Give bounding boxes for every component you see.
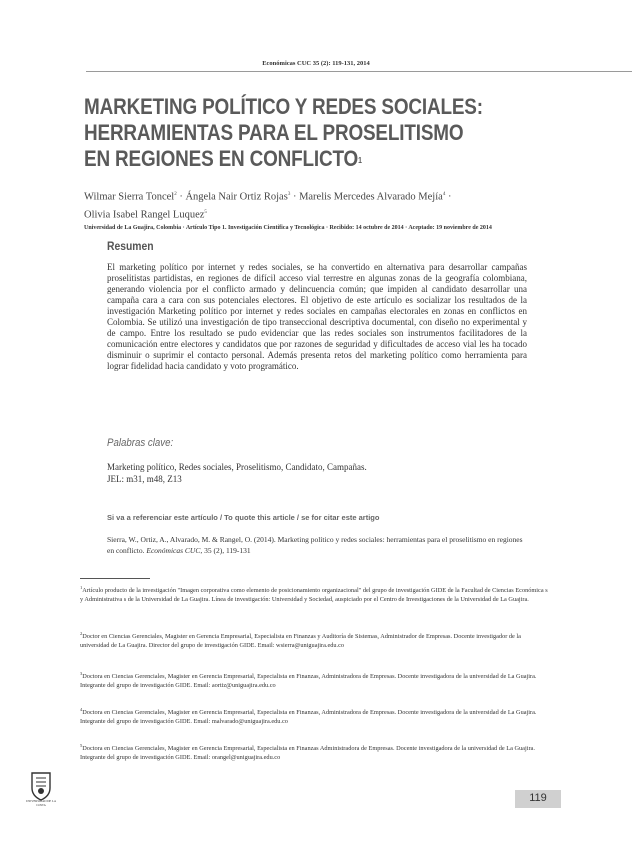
footnote-mark: 5: [80, 743, 83, 748]
citation-main: Sierra, W., Ortiz, A., Alvarado, M. & Rangel, O. (2014). Marketing político y redes sociales: herramientas para el proselitismo en regiones en conflicto.: [107, 535, 523, 555]
footnote-mark: 4: [80, 707, 83, 712]
title-line-2: HERRAMIENTAS PARA EL PROSELITISMO: [84, 120, 464, 145]
abstract-heading: Resumen: [107, 241, 154, 253]
author-footnote-mark: 5: [204, 209, 207, 215]
title-line-3: [84, 146, 531, 172]
article-title: [84, 94, 531, 172]
footnote-mark: 2: [80, 631, 83, 636]
citation-text: [107, 534, 527, 556]
author-name: Ángela Nair Ortiz Rojas: [185, 191, 288, 203]
title-line-1: MARKETING POLÍTICO Y REDES SOCIALES:: [84, 94, 483, 119]
affiliation-line: Universidad de La Guajira, Colombia · Artículo Tipo 1. Investigación Científica y Tecnológica · Recibido: 14 octubre de 2014 · Aceptado: 19 noviembre de 2014: [84, 225, 492, 231]
abstract-text: El marketing político por internet y redes sociales, se ha convertido en alternativa para desarrollar campañas proselitistas partidistas, en regiones de difícil acceso vial terrestre en algunas zonas de la geografía colombiana, generando violencia por el conflicto armado y delincuencia común; que impiden al candidato desarrollar una campaña cara a cara con sus potenciales electores. El objetivo de este artículo es socializar los resultados de la investigación Marketing político por internet y redes sociales en campañas electorales en zonas en conflictos en Colombia. Se utilizó una investigación de tipo transeccional descriptiva documental, con diseño no experimental y de campo. Entre los resultado se pudo evidenciar que las redes sociales son instrumentos facilitadores de la comunicación entre electores y candidatos que por razones de seguridad y dificultades de acceso vial les ha tocado disminuir o suprimir el contacto personal. Además presenta retos del marketing político como herramienta para lograr fidelidad hacia candidato y voto programático.: [107, 262, 527, 371]
footnote-text: Doctor en Ciencias Gerenciales, Magister en Gerencia Empresarial, Especialista en Finanzas y Auditoría de Sistemas, Administrador de Empresas. Docente investigador de la universidad de La Guajira. Director del grupo de investigación GIDE. Email: wsierra@uniguajira.edu.co: [80, 633, 521, 649]
author-separator: ·: [445, 191, 452, 203]
journal-header: Económicas CUC 35 (2): 119-131, 2014: [262, 60, 370, 67]
page-number: 119: [529, 792, 547, 804]
jel-codes: JEL: m31, m48, Z13: [107, 474, 182, 484]
citation-heading: Si va a referenciar este artículo / To quote this article / se for citar este artigo: [107, 513, 380, 522]
citation-journal: Económicas CUC: [146, 546, 201, 555]
header-rule: [86, 71, 632, 72]
footnote-mark: 1: [80, 585, 83, 590]
author-list: [84, 187, 544, 222]
footnote: [80, 742, 550, 762]
footnote: [80, 630, 550, 650]
author-footnote-mark: 2: [174, 192, 177, 197]
logo-caption: UNIVERSIDAD DE LA COSTA: [26, 799, 56, 807]
author-name: Wilmar Sierra Toncel: [84, 191, 175, 203]
footnote-rule: [80, 578, 150, 579]
footnote-text: Doctora en Ciencias Gerenciales, Magister en Gerencia Empresarial, Especialista en Finanzas Administradora de Empresas. Docente investigadora de la universidad de La Guajira. Integrante del grupo de investigación GIDE. Email: orangel@uniguajira.edu.co: [80, 745, 535, 761]
footnote-mark: 3: [80, 671, 83, 676]
title-line-3-text: EN REGIONES EN CONFLICTO: [84, 146, 359, 171]
author-name: Olivia Isabel Rangel Luquez: [84, 209, 205, 220]
author-separator: ·: [290, 191, 300, 203]
author-separator: ·: [176, 191, 186, 203]
footnote: [80, 584, 550, 604]
keywords-heading: Palabras clave:: [107, 437, 174, 449]
footnote-text: Doctora en Ciencias Gerenciales, Magister en Gerencia Empresarial, Especialista en Finanzas, Administradora de Empresas. Docente investigadora de la universidad de La Guajira. Integrante del grupo de investigación GIDE. Email: aortiz@uniguajira.edu.co: [80, 673, 537, 689]
footnote: [80, 706, 550, 726]
citation-volume: , 35 (2), 119-131: [200, 546, 251, 555]
author-name: Marelis Mercedes Alvarado Mejía: [299, 191, 443, 203]
footnote-text: Doctora en Ciencias Gerenciales, Magister en Gerencia Empresarial, Especialista en Finanzas, Administradora de Empresas. Docente investigadora de la universidad de La Guajira. Integrante del grupo de investigación GIDE. Email: malvarado@uniguajira.edu.co: [80, 709, 537, 725]
title-footnote-mark: 1: [358, 156, 362, 165]
keywords-text: Marketing político, Redes sociales, Proselitismo, Candidato, Campañas.: [107, 462, 367, 472]
author-footnote-mark: 3: [287, 192, 291, 197]
footnote-text: Artículo producto de la investigación "Imagen corporativa como elemento de posicionamiento organizacional" del grupo de investigación GIDE de la Facultad de Ciencias Económica s y Administrativa s de la Universidad de La Guajira. Línea de investigación: Universidad y Sociedad, auspiciado por el Centro de Investigaciones de la Universidad de La Guajira.: [80, 587, 548, 603]
footnote: [80, 670, 550, 690]
author-footnote-mark: 4: [442, 192, 446, 197]
